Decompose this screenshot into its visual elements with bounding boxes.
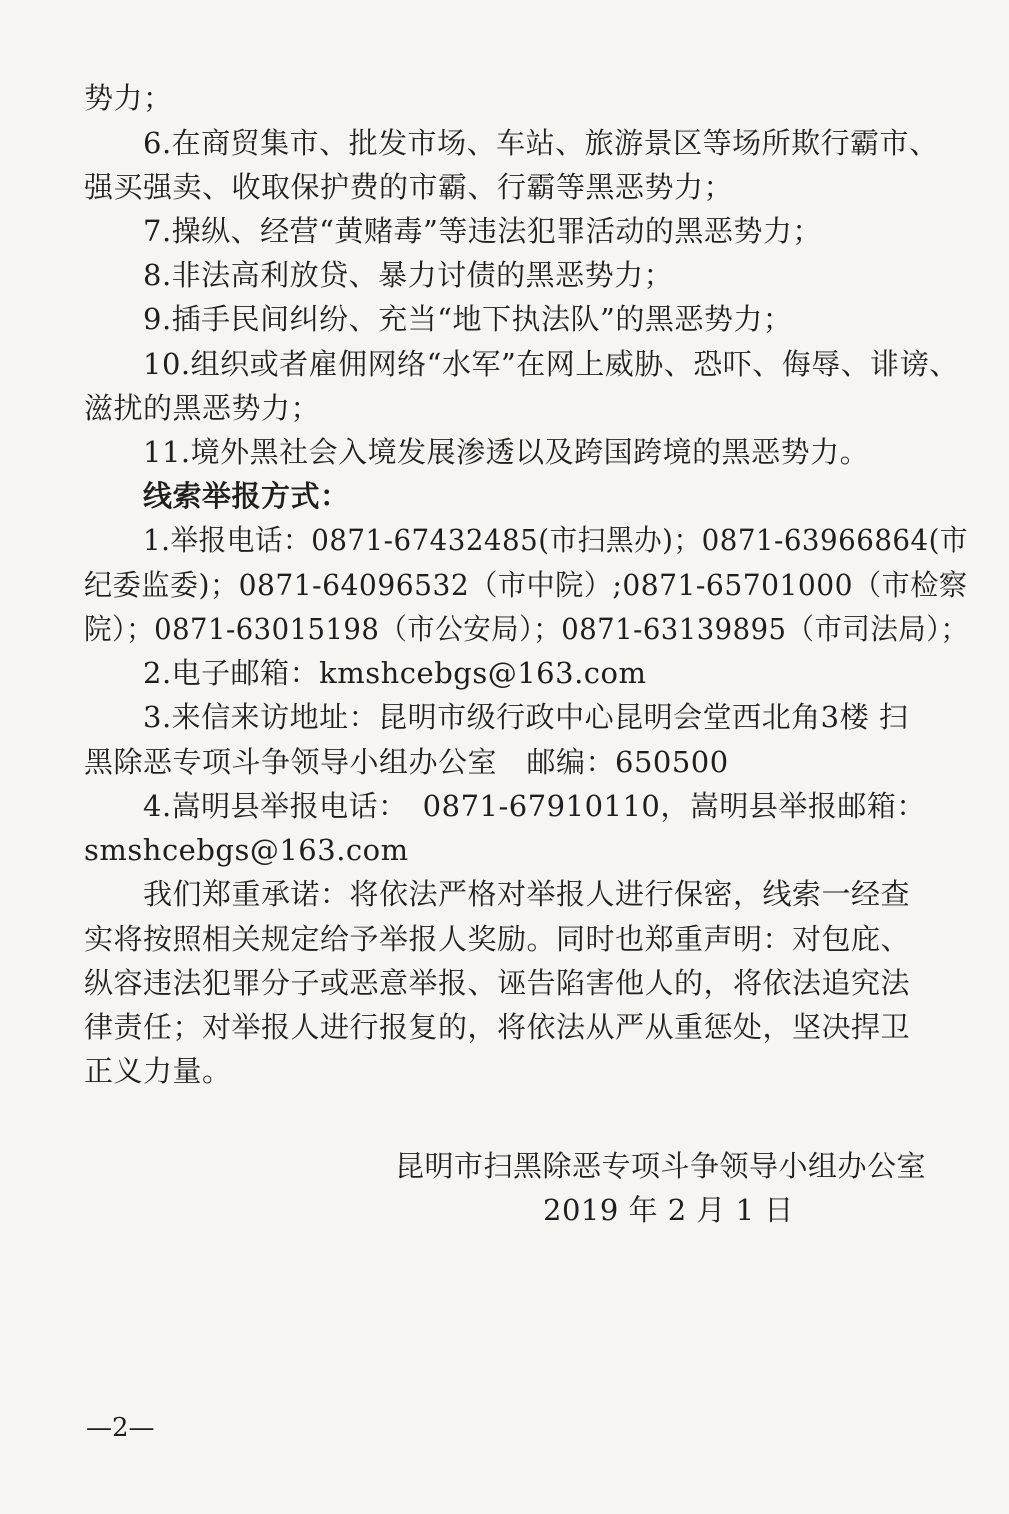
signature-organization: 昆明市扫黑除恶专项斗争领导小组办公室 [395,1149,927,1183]
text-line: 正义力量。 [84,1054,232,1088]
text-line: 6.在商贸集市、批发市场、车站、旅游景区等场所欺行霸市、 [143,126,939,160]
text-line: 11.境外黑社会入境发展渗透以及跨国跨境的黑恶势力。 [143,435,870,469]
text-line: 3.来信来访地址：昆明市级行政中心昆明会堂西北角3楼 扫 [143,700,909,734]
signature-date: 2019 年 2 月 1 日 [543,1193,794,1227]
text-line: smshcebgs@163.com [84,833,409,867]
text-line: 2.电子邮箱：kmshcebgs@163.com [143,656,647,690]
text-line: 滋扰的黑恶势力； [84,391,321,425]
text-line: 9.插手民间纠纷、充当“地下执法队”的黑恶势力； [143,302,793,336]
text-line: 1.举报电话：0871-67432485(市扫黑办)；0871-63966864(市 [143,523,969,557]
text-line: 我们郑重承诺：将依法严格对举报人进行保密，线索一经查 [143,877,911,911]
text-line: 纵容违法犯罪分子或恶意举报、诬告陷害他人的，将依法追究法 [84,966,911,1000]
text-line: 黑除恶专项斗争领导小组办公室 邮编：650500 [84,745,729,779]
text-line: 8.非法高利放贷、暴力讨债的黑恶势力； [143,258,674,292]
text-line: 律责任；对举报人进行报复的，将依法从严从重惩处，坚决捍卫 [84,1010,911,1044]
text-line: 纪委监委)；0871-64096532（市中院）;0871-65701000（市检察 [84,568,968,602]
section-heading: 线索举报方式： [143,479,350,513]
page-number: —2— [86,1413,155,1443]
text-line: 院）；0871-63015198（市公安局）；0871-63139895（市司法局）； [84,612,969,646]
text-line: 势力； [84,81,173,115]
text-line: 强买强卖、收取保护费的市霸、行霸等黑恶势力； [84,170,734,204]
text-line: 10.组织或者雇佣网络“水军”在网上威胁、恐吓、侮辱、诽谤、 [143,347,959,381]
text-line: 实将按照相关规定给予举报人奖励。同时也郑重声明：对包庇、 [84,922,911,956]
text-line: 7.操纵、经营“黄赌毒”等违法犯罪活动的黑恶势力； [143,214,822,248]
text-line: 4.嵩明县举报电话： 0871-67910110，嵩明县举报邮箱： [143,789,926,823]
